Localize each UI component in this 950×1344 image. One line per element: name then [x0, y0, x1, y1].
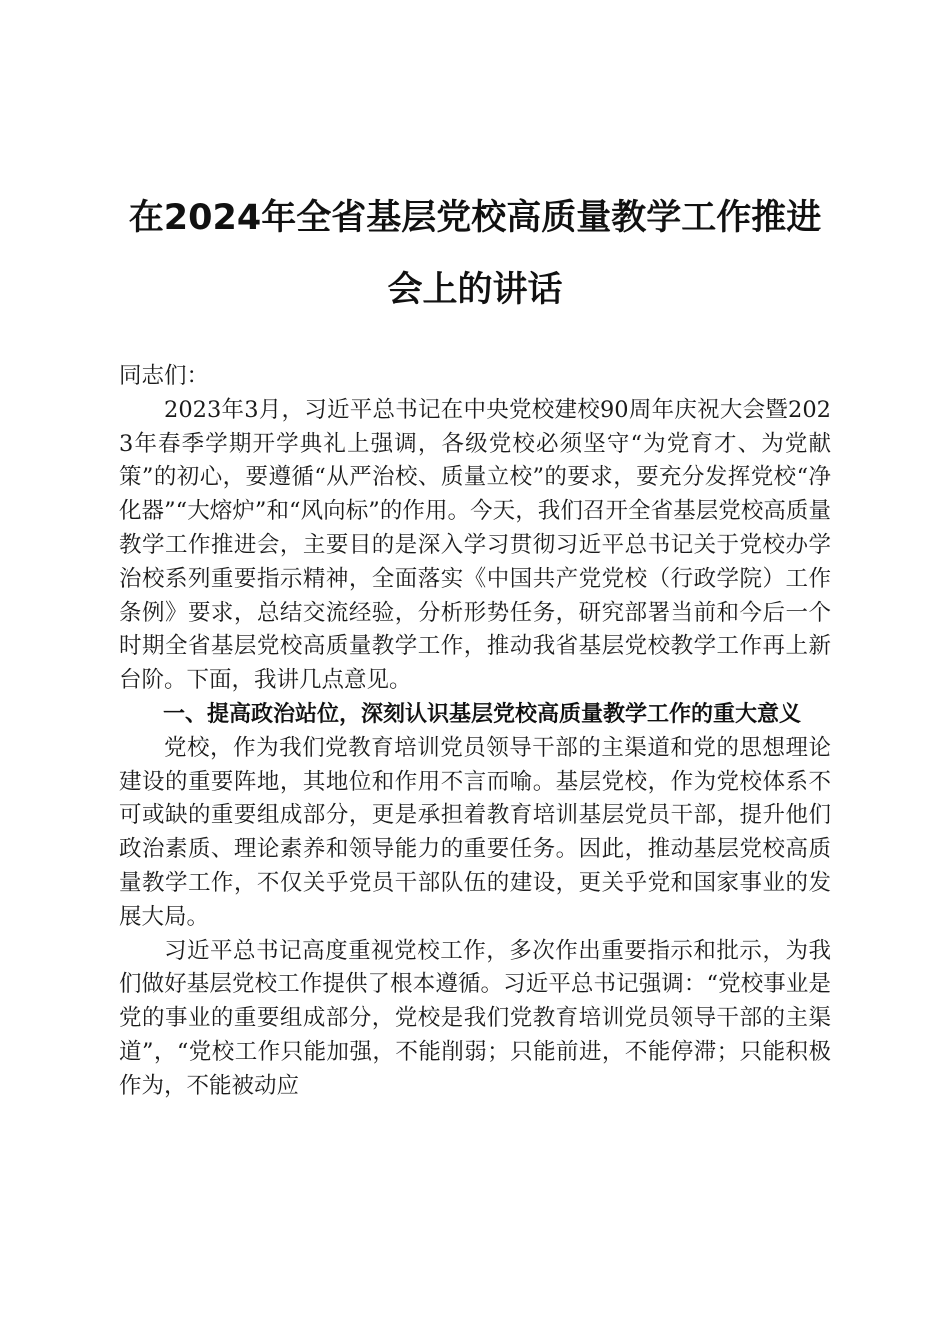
salutation: 同志们：	[119, 363, 210, 389]
document-body	[119, 360, 831, 1104]
section-1-heading: 一、提高政治站位，深刻认识基层党校高质量教学工作的重大意义	[163, 701, 802, 727]
intro-paragraph: 2023年3月，习近平总书记在中央党校建校90周年庆祝大会暨2023年春季学期开学典礼上强调，各级党校必须坚守“为党育才、为党献策”的初心，要遵循“从严治校、质量立校”的要求，要充分发挥党校“净化器”“大熔炉”和“风向标”的作用。今天，我们召开全省基层党校高质量教学工作推进会，主要目的是深入学习贯彻习近平总书记关于党校办学治校系列重要指示精神，全面落实《中国共产党党校（行政学院）工作条例》要求，总结交流经验，分析形势任务，研究部署当前和今后一个时期全省基层党校高质量教学工作，推动我省基层党校教学工作再上新台阶。下面，我讲几点意见。	[119, 396, 831, 694]
section-1-paragraph-1: 党校，作为我们党教育培训党员领导干部的主渠道和党的思想理论建设的重要阵地，其地位和作用不言而喻。基层党校，作为党校体系不可或缺的重要组成部分，更是承担着教育培训基层党员干部，提升他们政治素质、理论素养和领导能力的重要任务。因此，推动基层党校高质量教学工作，不仅关乎党员干部队伍的建设，更关乎党和国家事业的发展大局。	[119, 734, 831, 930]
document-title-line-1: 在2024年全省基层党校高质量教学工作推进	[128, 198, 822, 238]
section-1-paragraph-2: 习近平总书记高度重视党校工作，多次作出重要指示和批示，为我们做好基层党校工作提供了根本遵循。习近平总书记强调：“党校事业是党的事业的重要组成部分，党校是我们党教育培训党员领导干部的主渠道”，“党校工作只能加强，不能削弱；只能前进，不能停滞；只能积极作为，不能被动应	[119, 937, 831, 1099]
document-title-line-2: 会上的讲话	[387, 270, 563, 310]
